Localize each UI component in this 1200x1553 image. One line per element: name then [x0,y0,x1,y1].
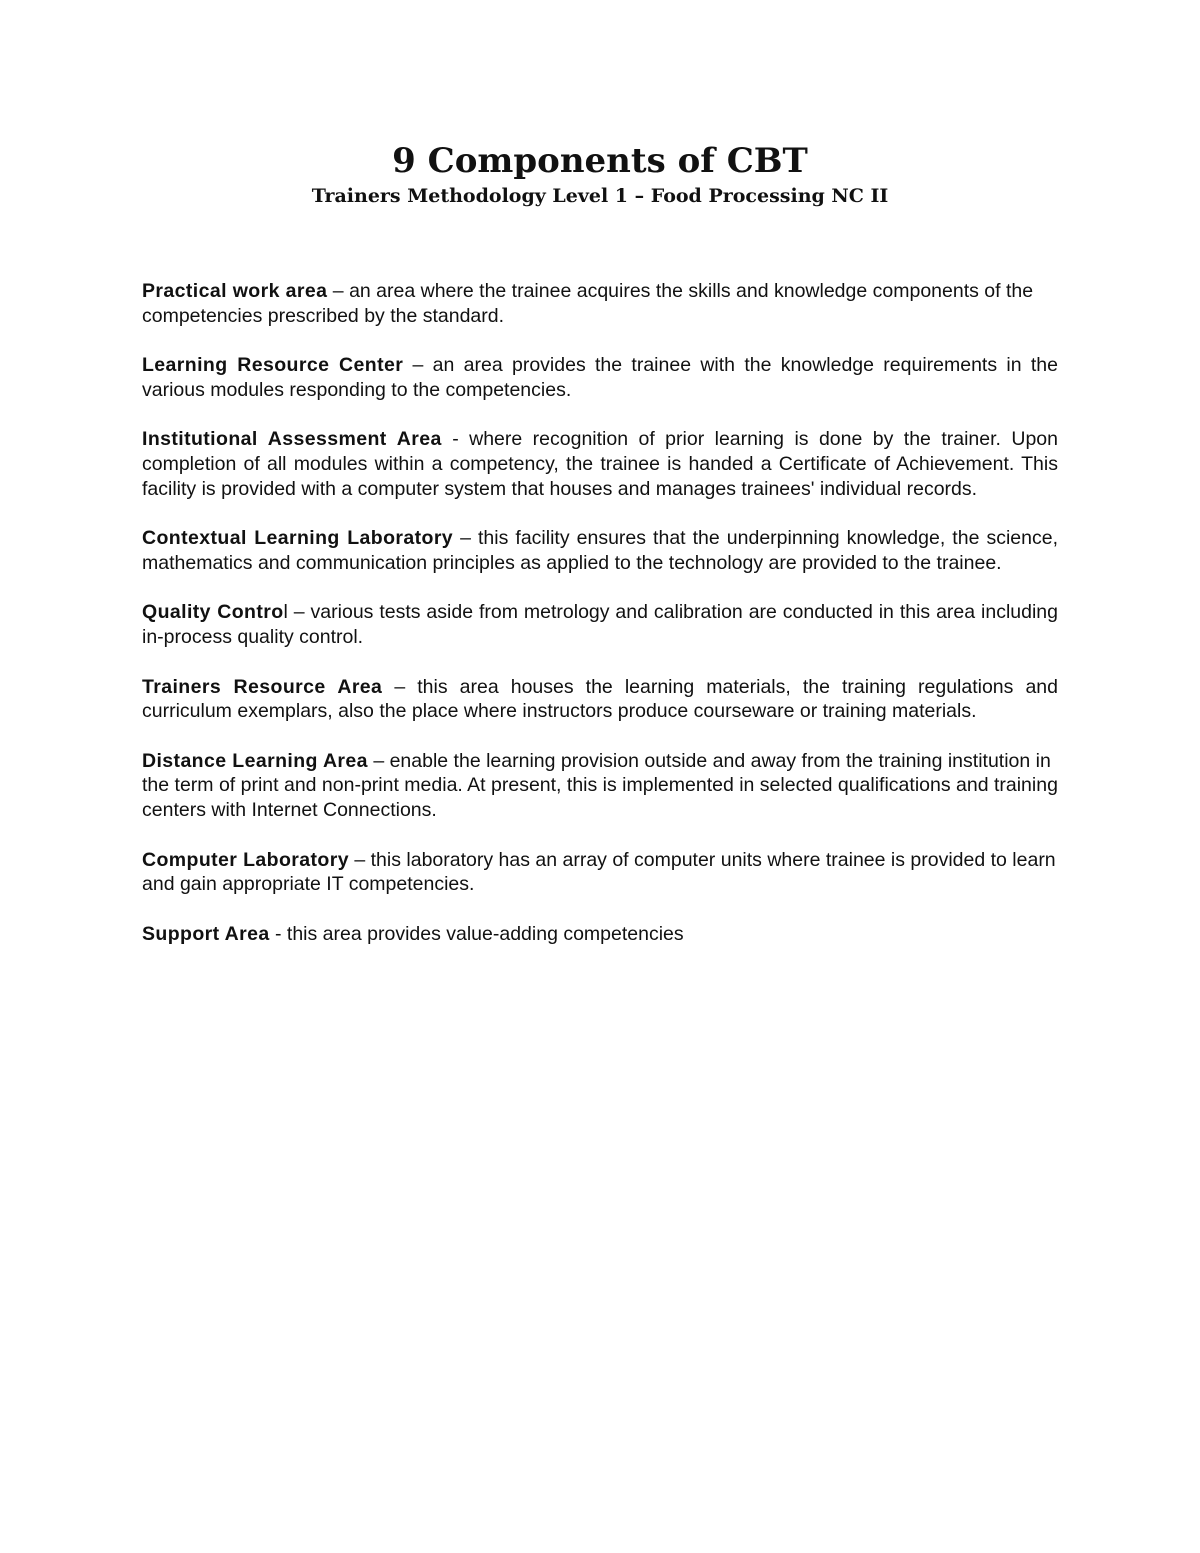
component-definition: – this laboratory has an array of computer units where trainee is provided to learn and gain appropriate IT competencies. [142,848,1056,896]
component-definition: – this area houses the learning materials, the training regulations and curriculum exemplars, also the place where instructors produce courseware or training materials. [142,675,1058,723]
component-term: Trainers Resource Area [142,675,383,698]
component-entry-institutional-assessment-area [142,427,1058,501]
component-definition: l – various tests aside from metrology and calibration are conducted in this area including in-process quality control. [142,601,1059,648]
component-entry-computer-laboratory [142,848,1058,897]
component-term: Contextual Learning Laboratory [142,527,454,550]
component-definition: – this facility ensures that the underpinning knowledge, the science, mathematics and communication principles as applied to the technology are provided to the trainee. [142,527,1058,574]
component-term: Practical work area [142,280,328,302]
component-entry-contextual-learning-laboratory [142,526,1058,575]
component-term: Distance Learning Area [142,749,368,772]
component-definition: – an area where the trainee acquires the skills and knowledge components of the competencies prescribed by the standard. [142,280,1034,327]
component-entry-practical-work-area [142,279,1058,328]
component-term: Institutional Assessment Area [142,428,442,451]
component-entry-learning-resource-center [142,353,1058,402]
page-title: 9 Components of CBT [392,141,808,181]
component-entry-distance-learning-area [142,749,1058,823]
component-definition: – enable the learning provision outside and away from the training institution in the term of print and non-print media. At present, this is implemented in selected qualifications and training centers with Internet Connections. [142,749,1058,821]
component-entry-support-area [142,922,1058,947]
component-definition: - this area provides value-adding competencies [269,922,684,945]
component-term: Computer Laboratory [142,848,349,871]
component-term: Learning Resource Center [142,354,404,377]
page-subtitle: Trainers Methodology Level 1 – Food Processing NC II [311,185,889,207]
component-term: Support Area [142,922,270,945]
component-definition: – an area provides the trainee with the knowledge requirements in the various modules responding to the competencies. [142,354,1058,401]
component-definition: - where recognition of prior learning is done by the trainer. Upon completion of all modules within a competency, the trainee is handed a Certificate of Achievement. This facility is provided with a computer system that houses and manages trainees' individual records. [142,428,1058,500]
component-entry-quality-control [142,600,1058,649]
component-term: Quality Contro [142,601,284,624]
component-entry-trainers-resource-area [142,675,1058,724]
document-body [142,279,1058,971]
